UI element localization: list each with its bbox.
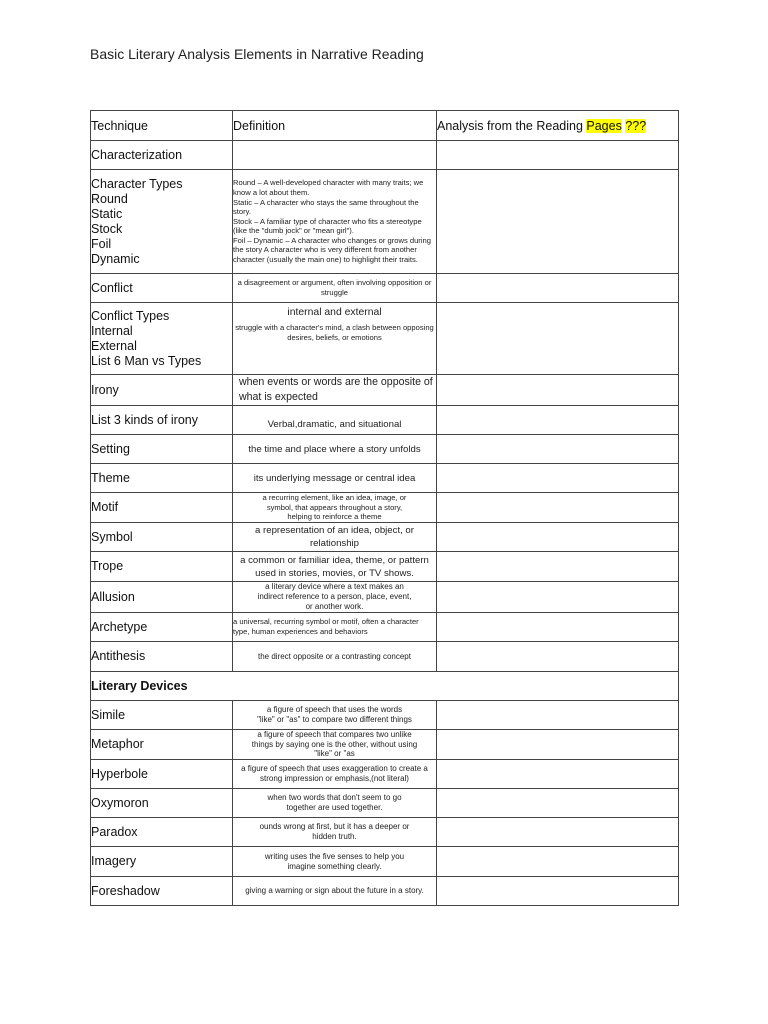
highlight-pages: Pages	[586, 118, 622, 133]
definition-cell: a common or familiar idea, theme, or pattern used in stories, movies, or TV shows.	[233, 552, 437, 582]
analysis-cell[interactable]	[437, 582, 679, 613]
term-cell: Oxymoron	[91, 789, 233, 818]
header-technique: Technique	[91, 111, 233, 141]
term-cell: List 3 kinds of irony	[91, 406, 233, 435]
definition-cell: writing uses the five senses to help you imagine something clearly.	[233, 847, 437, 877]
table-row	[91, 375, 679, 406]
analysis-cell[interactable]	[437, 523, 679, 552]
term-cell: Simile	[91, 701, 233, 730]
definition-cell: a figure of speech that uses the words "like" or "as" to compare two different things	[233, 701, 437, 730]
definition-cell: a literary device where a text makes an indirect reference to a person, place, event, or another work.	[233, 582, 437, 613]
table-row	[91, 760, 679, 789]
term-cell: Paradox	[91, 818, 233, 847]
analysis-cell[interactable]	[437, 493, 679, 523]
table-row	[91, 613, 679, 642]
definition-cell: the time and place where a story unfolds	[233, 435, 437, 464]
analysis-cell[interactable]	[437, 375, 679, 406]
table-row	[91, 406, 679, 435]
table-header-row	[91, 111, 679, 141]
term-cell: Foreshadow	[91, 877, 233, 906]
analysis-cell[interactable]	[437, 170, 679, 274]
analysis-cell[interactable]	[437, 789, 679, 818]
table-row	[91, 552, 679, 582]
term-cell: Conflict	[91, 274, 233, 303]
table-row	[91, 877, 679, 906]
table-row	[91, 642, 679, 672]
term-cell: Imagery	[91, 847, 233, 877]
table-row	[91, 464, 679, 493]
term-cell: Allusion	[91, 582, 233, 613]
definition-cell: a figure of speech that uses exaggeration to create a strong impression or emphasis,(not literal)	[233, 760, 437, 789]
definition-cell	[233, 141, 437, 170]
analysis-cell[interactable]	[437, 701, 679, 730]
term-cell: Conflict Types Internal External List 6 Man vs Types	[91, 303, 233, 375]
analysis-cell[interactable]	[437, 274, 679, 303]
definition-cell: a figure of speech that compares two unlike things by saying one is the other, without using "like" or "as	[233, 730, 437, 760]
term-cell: Setting	[91, 435, 233, 464]
table-row	[91, 818, 679, 847]
analysis-cell[interactable]	[437, 464, 679, 493]
definition-cell: a universal, recurring symbol or motif, often a character type, human experiences and behaviors	[233, 613, 437, 642]
table-row	[91, 303, 679, 375]
term-cell: Symbol	[91, 523, 233, 552]
analysis-cell[interactable]	[437, 141, 679, 170]
table-row	[91, 847, 679, 877]
term-cell: Character Types Round Static Stock Foil Dynamic	[91, 170, 233, 274]
definition-cell: Round – A well-developed character with many traits; we know a lot about them. Static – A character who stays the same throughout the story. Stock – A familiar type of character who fits a stereotype (like the "dumb jock" or "mean girl"). Foil – Dynamic – A character who changes or grows during the story A character who is very different from another character (usually the main one) to highlight their traits.	[233, 170, 437, 274]
table-row	[91, 141, 679, 170]
table-row	[91, 435, 679, 464]
header-analysis	[437, 111, 679, 141]
definition-cell: Verbal,dramatic, and situational	[233, 406, 437, 435]
term-cell: Hyperbole	[91, 760, 233, 789]
header-definition: Definition	[233, 111, 437, 141]
analysis-cell[interactable]	[437, 613, 679, 642]
table-row	[91, 274, 679, 303]
term-cell: Trope	[91, 552, 233, 582]
analysis-cell[interactable]	[437, 642, 679, 672]
term-cell: Theme	[91, 464, 233, 493]
definition-cell: a representation of an idea, object, or relationship	[233, 523, 437, 552]
highlight-question-marks: ???	[625, 118, 647, 133]
analysis-cell[interactable]	[437, 730, 679, 760]
analysis-cell[interactable]	[437, 847, 679, 877]
term-cell: Antithesis	[91, 642, 233, 672]
section-header-row	[91, 672, 679, 701]
analysis-cell[interactable]	[437, 435, 679, 464]
header-analysis-text: Analysis from the Reading	[437, 118, 583, 133]
analysis-cell[interactable]	[437, 818, 679, 847]
document-title: Basic Literary Analysis Elements in Narrative Reading	[90, 46, 424, 62]
analysis-cell[interactable]	[437, 760, 679, 789]
definition-cell: the direct opposite or a contrasting concept	[233, 642, 437, 672]
analysis-cell[interactable]	[437, 303, 679, 375]
term-cell: Metaphor	[91, 730, 233, 760]
table-row	[91, 493, 679, 523]
term-cell: Archetype	[91, 613, 233, 642]
table-row	[91, 789, 679, 818]
definition-cell: when events or words are the opposite of what is expected	[233, 375, 437, 406]
analysis-table	[90, 110, 679, 906]
analysis-cell[interactable]	[437, 552, 679, 582]
term-cell: Motif	[91, 493, 233, 523]
section-header-literary-devices: Literary Devices	[91, 672, 679, 701]
definition-cell: internal and external struggle with a character's mind, a clash between opposing desires, beliefs, or emotions	[233, 303, 437, 375]
term-cell: Irony	[91, 375, 233, 406]
table-row	[91, 523, 679, 552]
definition-cell: giving a warning or sign about the future in a story.	[233, 877, 437, 906]
definition-cell: when two words that don't seem to go together are used together.	[233, 789, 437, 818]
definition-cell: ounds wrong at first, but it has a deeper or hidden truth.	[233, 818, 437, 847]
definition-cell: a recurring element, like an idea, image, or symbol, that appears throughout a story, helping to reinforce a theme	[233, 493, 437, 523]
definition-cell: a disagreement or argument, often involving opposition or struggle	[233, 274, 437, 303]
analysis-cell[interactable]	[437, 877, 679, 906]
term-cell: Characterization	[91, 141, 233, 170]
table-row	[91, 730, 679, 760]
table-row	[91, 701, 679, 730]
analysis-cell[interactable]	[437, 406, 679, 435]
definition-cell: its underlying message or central idea	[233, 464, 437, 493]
table-row	[91, 170, 679, 274]
table-row	[91, 582, 679, 613]
